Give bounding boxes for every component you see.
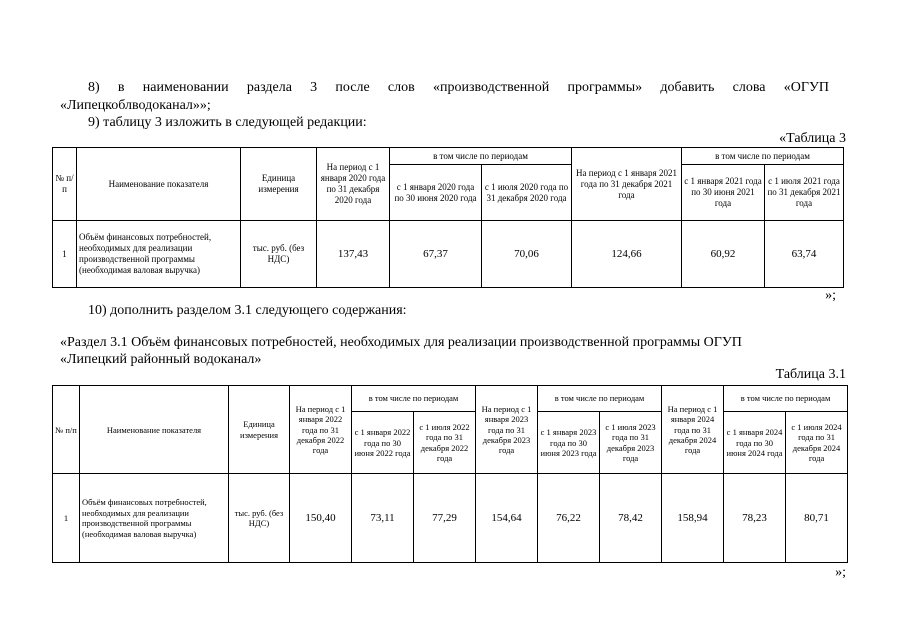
table31-header-unit: Единица измерения [229, 386, 290, 474]
table3-header-h1-2021: с 1 января 2021 года по 30 июня 2021 года [682, 165, 765, 221]
table31-header-h2-2022: с 1 июля 2022 года по 31 декабря 2022 года [414, 412, 476, 474]
table3-header-incl-2021: в том числе по периодам [682, 148, 844, 165]
table31-header-incl-2024: в том числе по периодам [724, 386, 848, 412]
table31-header-period-2024: На период с 1 января 2024 года по 31 декабря 2024 года [662, 386, 724, 474]
table3-caption: «Таблица 3 [779, 131, 846, 146]
table3-header-incl-2020: в том числе по периодам [390, 148, 572, 165]
table31-value-period-2023: 154,64 [476, 474, 538, 563]
table31-header-incl-2022: в том числе по периодам [352, 386, 476, 412]
table3-header-h2-2021: с 1 июля 2021 года по 31 декабря 2021 года [765, 165, 844, 221]
paragraph-10: 10) дополнить разделом 3.1 следующего содержания: [88, 303, 407, 318]
section-3-1-title-line1: «Раздел 3.1 Объём финансовых потребностей, необходимых для реализации производственной программы ОГУП [60, 335, 742, 350]
table3-header-period-2020: На период с 1 января 2020 года по 31 декабря 2020 года [317, 148, 390, 221]
table3-value-h1-2021: 60,92 [682, 221, 765, 288]
paragraph-9: 9) таблицу 3 изложить в следующей редакции: [88, 115, 367, 130]
table3-value-h2-2020: 70,06 [482, 221, 572, 288]
table31-row-name: Объём финансовых потребностей, необходимых для реализации производственной программы (необходимая валовая выручка) [80, 474, 229, 563]
table3-header-name: Наименование показателя [77, 148, 241, 221]
paragraph-8-line1: 8) в наименовании раздела 3 после слов «производственной программы» добавить слова «ОГУП [88, 80, 829, 95]
table31-value-h1-2023: 76,22 [538, 474, 600, 563]
table-3-1 [52, 385, 848, 563]
table31-value-period-2024: 158,94 [662, 474, 724, 563]
paragraph-8-line2: «Липецкоблводоканал»»; [60, 98, 211, 113]
table3-value-h1-2020: 67,37 [390, 221, 482, 288]
table-row [53, 474, 848, 563]
table31-header-h2-2023: с 1 июля 2023 года по 31 декабря 2023 года [600, 412, 662, 474]
table3-header-row-1 [53, 148, 844, 165]
table31-value-h2-2024: 80,71 [786, 474, 848, 563]
table31-header-h2-2024: с 1 июля 2024 года по 31 декабря 2024 года [786, 412, 848, 474]
table31-header-incl-2023: в том числе по периодам [538, 386, 662, 412]
table3-value-h2-2021: 63,74 [765, 221, 844, 288]
table31-closing: »; [835, 565, 846, 580]
table31-value-h1-2022: 73,11 [352, 474, 414, 563]
table-row [53, 221, 844, 288]
table31-header-num: № п/п [53, 386, 80, 474]
table31-header-name: Наименование показателя [80, 386, 229, 474]
table3-header-unit: Единица измерения [241, 148, 317, 221]
section-3-1-title-line2: «Липецкий районный водоканал» [60, 352, 262, 367]
table3-header-num: № п/п [53, 148, 77, 221]
table3-header-h2-2020: с 1 июля 2020 года по 31 декабря 2020 года [482, 165, 572, 221]
table3-header-period-2021: На период с 1 января 2021 года по 31 декабря 2021 года [572, 148, 682, 221]
table31-header-h1-2023: с 1 января 2023 года по 30 июня 2023 года [538, 412, 600, 474]
table31-header-period-2022: На период с 1 января 2022 года по 31 декабря 2022 года [290, 386, 352, 474]
table-3 [52, 147, 844, 288]
table3-header-h1-2020: с 1 января 2020 года по 30 июня 2020 года [390, 165, 482, 221]
table31-header-h1-2022: с 1 января 2022 года по 30 июня 2022 года [352, 412, 414, 474]
table31-value-h2-2022: 77,29 [414, 474, 476, 563]
table3-value-period-2021: 124,66 [572, 221, 682, 288]
table31-value-h2-2023: 78,42 [600, 474, 662, 563]
table3-value-period-2020: 137,43 [317, 221, 390, 288]
table31-header-row-1 [53, 386, 848, 412]
table31-header-h1-2024: с 1 января 2024 года по 30 июня 2024 года [724, 412, 786, 474]
table31-value-period-2022: 150,40 [290, 474, 352, 563]
table31-row-unit: тыс. руб. (без НДС) [229, 474, 290, 563]
table3-row-num: 1 [53, 221, 77, 288]
table31-value-h1-2024: 78,23 [724, 474, 786, 563]
table31-header-period-2023: На период с 1 января 2023 года по 31 декабря 2023 года [476, 386, 538, 474]
table3-closing: »; [825, 288, 836, 303]
table31-row-num: 1 [53, 474, 80, 563]
table3-row-unit: тыс. руб. (без НДС) [241, 221, 317, 288]
table3-row-name: Объём финансовых потребностей, необходимых для реализации производственной программы (необходимая валовая выручка) [77, 221, 241, 288]
table31-caption: Таблица 3.1 [775, 367, 846, 382]
